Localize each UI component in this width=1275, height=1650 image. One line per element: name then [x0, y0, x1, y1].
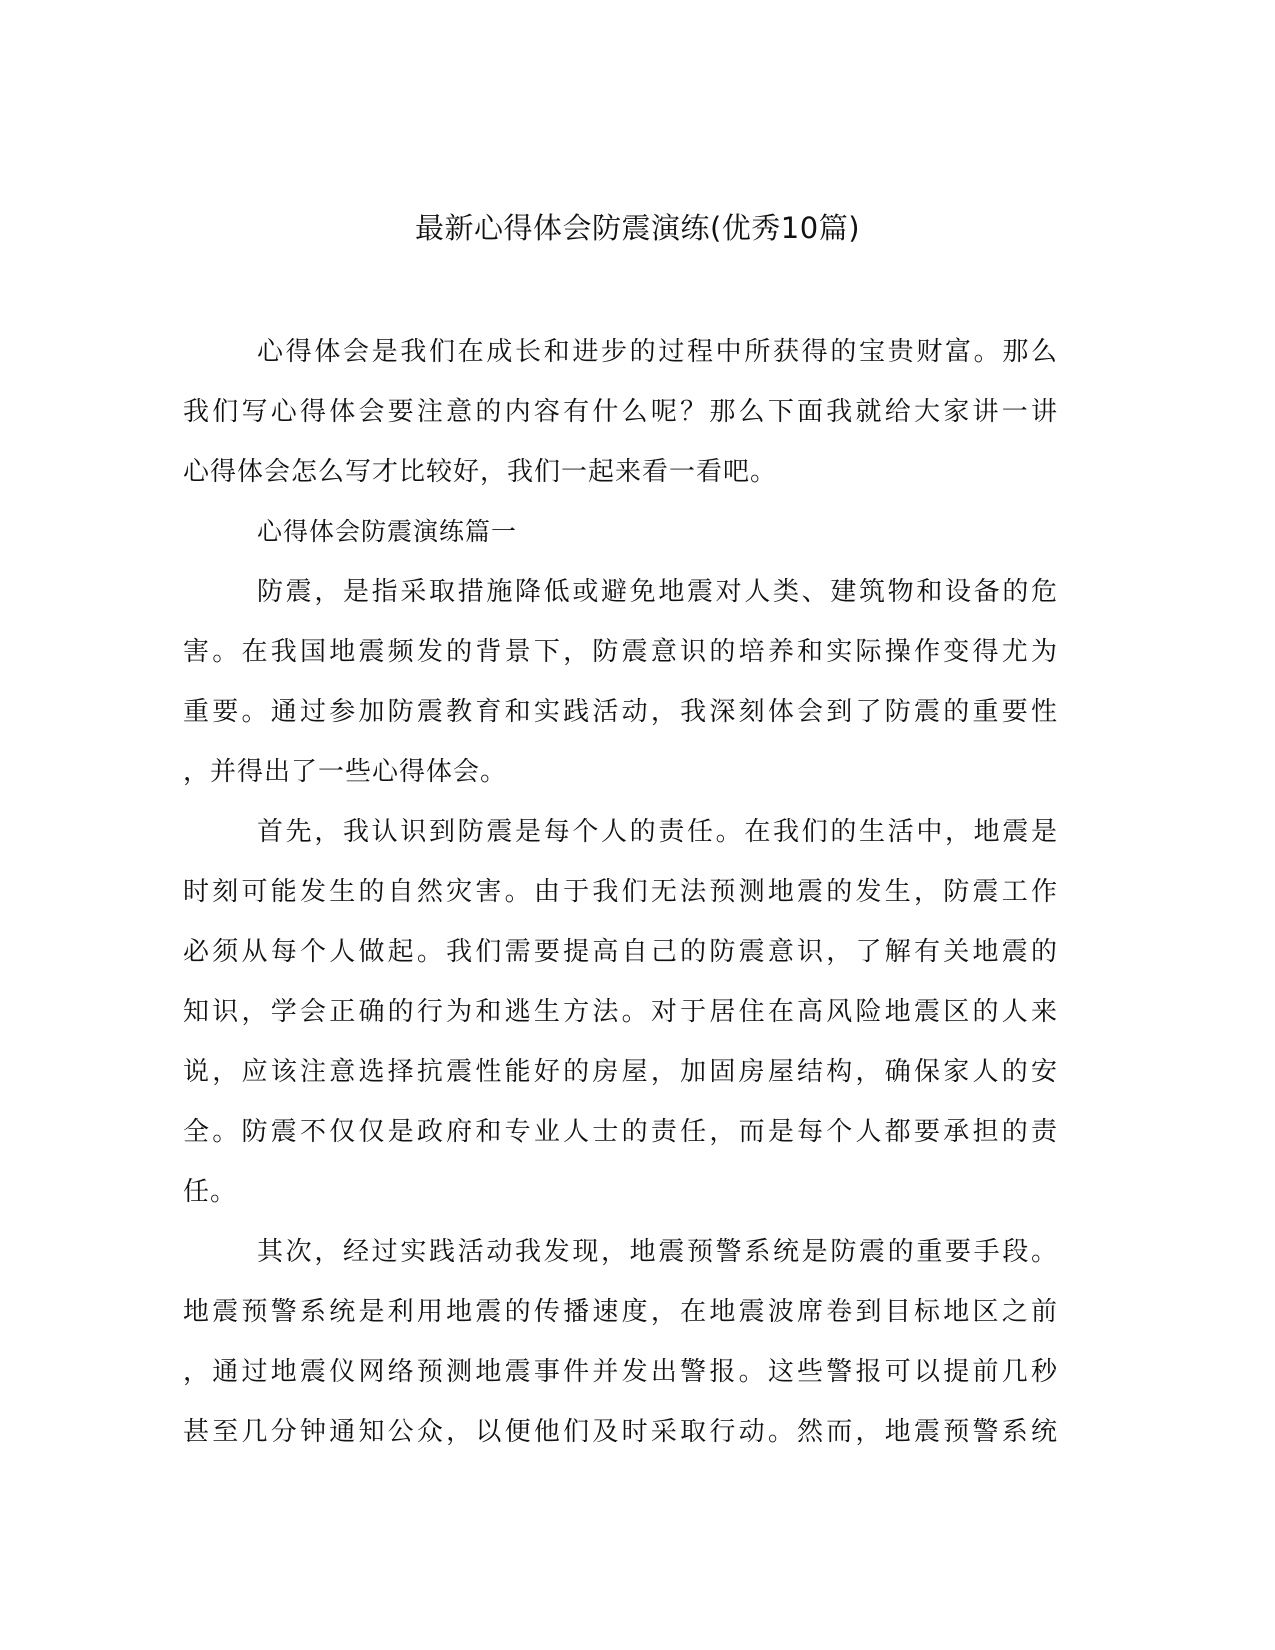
text-line: 任。 [183, 1177, 238, 1207]
text-line: 必须从每个人做起。我们需要提高自己的防震意识，了解有关地震的 [183, 937, 1058, 967]
text-line: 全。防震不仅仅是政府和专业人士的责任，而是每个人都要承担的责 [183, 1117, 1058, 1147]
text-line: 时刻可能发生的自然灾害。由于我们无法预测地震的发生，防震工作 [183, 877, 1058, 907]
text-line: 我们写心得体会要注意的内容有什么呢？那么下面我就给大家讲一讲 [183, 397, 1058, 427]
text-line: 知识，学会正确的行为和逃生方法。对于居住在高风险地震区的人来 [183, 997, 1058, 1027]
section-heading: 心得体会防震演练篇一 [257, 517, 518, 546]
text-line: 首先，我认识到防震是每个人的责任。在我们的生活中，地震是 [257, 817, 1058, 847]
text-line: ，通过地震仪网络预测地震事件并发出警报。这些警报可以提前几秒 [183, 1357, 1058, 1387]
text-line: 重要。通过参加防震教育和实践活动，我深刻体会到了防震的重要性 [183, 697, 1058, 727]
text-line: 说，应该注意选择抗震性能好的房屋，加固房屋结构，确保家人的安 [183, 1057, 1058, 1087]
text-line: 心得体会怎么写才比较好，我们一起来看一看吧。 [183, 457, 778, 487]
text-line: 防震，是指采取措施降低或避免地震对人类、建筑物和设备的危 [257, 577, 1058, 607]
text-line: 心得体会是我们在成长和进步的过程中所获得的宝贵财富。那么 [257, 337, 1058, 367]
text-line: 害。在我国地震频发的背景下，防震意识的培养和实际操作变得尤为 [183, 637, 1058, 667]
text-line: 甚至几分钟通知公众，以便他们及时采取行动。然而，地震预警系统 [183, 1417, 1058, 1447]
text-line: ，并得出了一些心得体会。 [183, 757, 508, 787]
document-body [183, 322, 1058, 1462]
text-line: 其次，经过实践活动我发现，地震预警系统是防震的重要手段。 [257, 1237, 1058, 1267]
text-line: 地震预警系统是利用地震的传播速度，在地震波席卷到目标地区之前 [183, 1297, 1058, 1327]
document-title: 最新心得体会防震演练(优秀10篇) [414, 211, 861, 245]
